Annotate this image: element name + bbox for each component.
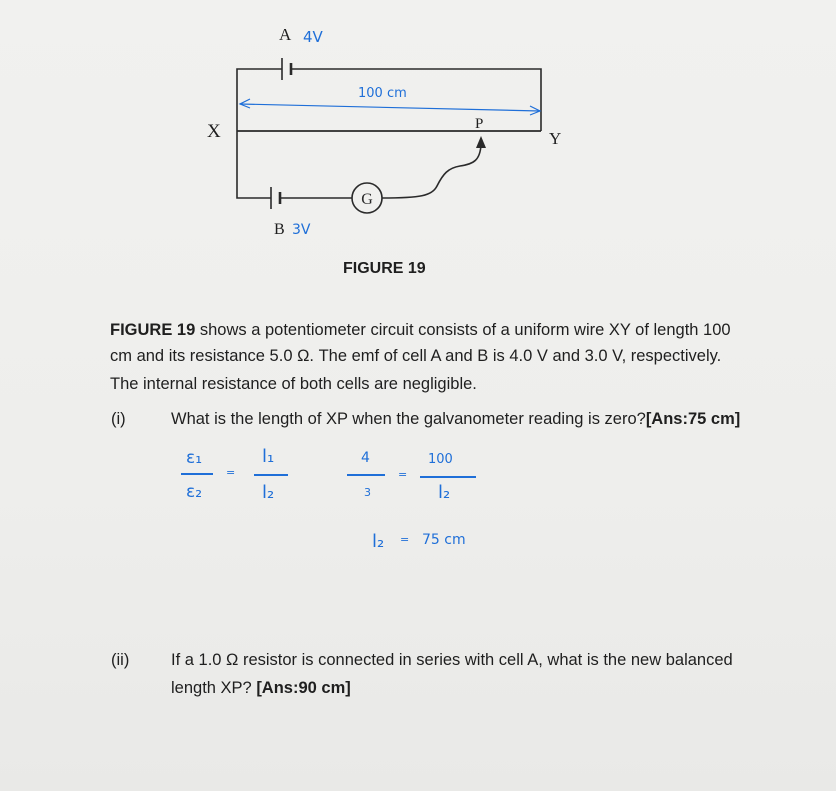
label-p: P	[475, 116, 484, 132]
part-i-label: (i)	[111, 410, 126, 428]
part-i-answer: [Ans:75 cm]	[645, 410, 741, 428]
note-emf-b: 3V	[292, 222, 311, 238]
frac3-numerator: 4	[361, 450, 370, 466]
figure-caption: FIGURE 19	[343, 260, 426, 277]
result-value: 75 cm	[422, 532, 466, 548]
result-equals: =	[400, 533, 410, 546]
frac4-numerator: 100	[428, 452, 453, 467]
equals-2: =	[398, 468, 408, 481]
frac3-bar	[347, 474, 385, 476]
question-intro-line2: cm and its resistance 5.0 Ω. The emf of cell A and B is 4.0 V and 3.0 V, respectively.	[110, 347, 722, 365]
frac1-numerator: ε₁	[186, 448, 203, 468]
question-intro-line1	[110, 320, 731, 341]
part-ii-label: (ii)	[111, 651, 130, 669]
frac1-bar	[181, 473, 213, 475]
label-x: X	[207, 121, 221, 142]
equals-1: =	[226, 466, 236, 479]
result-variable: l₂	[372, 531, 385, 552]
part-ii-line1: If a 1.0 Ω resistor is connected in series with cell A, what is the new balanced	[171, 651, 733, 669]
question-intro-line3: The internal resistance of both cells are negligible.	[110, 375, 477, 393]
frac2-bar	[254, 474, 288, 476]
note-emf-a: 4V	[303, 28, 323, 46]
label-cell-a: A	[279, 25, 292, 44]
part-ii-answer: [Ans:90 cm]	[256, 679, 351, 697]
frac2-denominator: l₂	[262, 482, 275, 503]
bottom-wire-left	[237, 131, 271, 198]
frac4-bar	[420, 476, 476, 478]
figure-reference: FIGURE 19	[110, 321, 196, 339]
frac4-denominator: l₂	[438, 482, 451, 503]
galvanometer-label: G	[361, 191, 373, 208]
top-wire-right	[291, 69, 541, 131]
part-i-question	[171, 409, 740, 430]
length-arrow-left-head	[240, 99, 250, 108]
frac1-denominator: ε₂	[186, 482, 203, 502]
length-arrow-line	[240, 104, 540, 111]
part-ii-line2	[171, 678, 351, 699]
jockey-arrow	[476, 136, 486, 148]
part-i-text: What is the length of XP when the galvanometer reading is zero?	[171, 410, 646, 428]
label-cell-b: B	[274, 221, 285, 238]
top-wire	[237, 69, 282, 131]
note-length: 100 cm	[358, 86, 407, 101]
frac2-numerator: l₁	[262, 446, 275, 467]
label-y: Y	[549, 129, 562, 148]
jockey-lead	[382, 145, 481, 198]
frac3-denominator: 3	[364, 486, 371, 499]
intro-text-1: shows a potentiometer circuit consists of a uniform wire XY of length 100	[195, 321, 731, 339]
part-ii-text: length XP?	[171, 679, 257, 697]
